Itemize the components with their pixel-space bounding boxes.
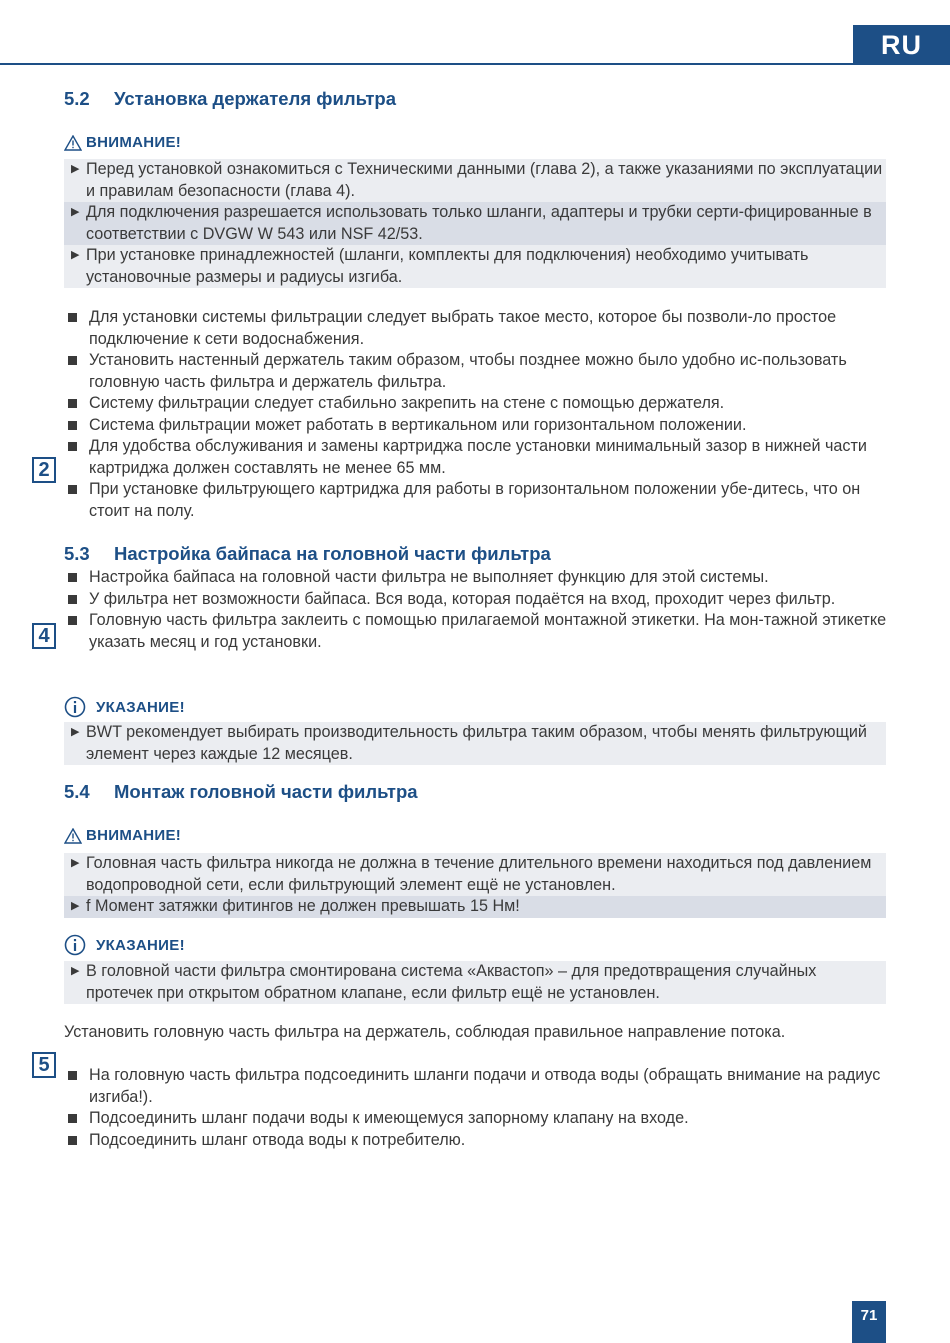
list-item <box>64 415 890 437</box>
list-item-text: При установке фильтрующего картриджа для работы в горизонтальном положении убе-дитесь, что он стоит на полу. <box>89 480 861 520</box>
bullet-square-icon <box>68 313 77 322</box>
figure-reference-2: 2 <box>32 457 56 483</box>
bullet-square-icon <box>68 399 77 408</box>
warning-item <box>64 245 886 288</box>
list-item-text: Настройка байпаса на головной части фильтра не выполняет функцию для этой системы. <box>89 568 769 586</box>
warning-text: f Момент затяжки фитингов не должен превышать 15 Нм! <box>86 897 520 915</box>
bullet-square-icon <box>68 442 77 451</box>
section-5-3-bullets <box>64 567 890 653</box>
bullet-square-icon <box>68 1071 77 1080</box>
arrow-icon: ▶ <box>71 857 80 869</box>
bullet-square-icon <box>68 485 77 494</box>
list-item-text: Установить настенный держатель таким образом, чтобы позднее можно было удобно ис-пользовать головную часть фильтра и держатель фильтра. <box>89 351 847 391</box>
figure-reference-4: 4 <box>32 623 56 649</box>
list-item-text: Подсоединить шланг подачи воды к имеющемуся запорному клапану на входе. <box>89 1109 689 1127</box>
section-number: 5.2 <box>64 88 90 109</box>
warning-triangle-icon <box>64 135 82 151</box>
arrow-icon: ▶ <box>71 900 80 912</box>
section-5-4-bullets <box>64 1065 890 1151</box>
arrow-icon: ▶ <box>71 249 80 261</box>
warning-label <box>64 134 181 151</box>
list-item <box>64 436 890 479</box>
list-item <box>64 589 890 611</box>
note-label <box>64 696 185 718</box>
warning-label-text: ВНИМАНИЕ! <box>86 827 182 844</box>
warning-item <box>64 202 886 245</box>
list-item <box>64 1108 890 1130</box>
list-item-text: У фильтра нет возможности байпаса. Вся вода, которая подаётся на вход, проходит через фильтр. <box>89 589 836 608</box>
arrow-icon: ▶ <box>71 726 80 738</box>
page-number: 71 <box>852 1301 886 1343</box>
note-label-text: УКАЗАНИЕ! <box>96 698 185 716</box>
note-text: В головной части фильтра смонтирована система «Аквастоп» – для предотвращения случайных протечек при открытом обратном клапане, если фильтр ещё не установлен. <box>86 962 817 1002</box>
note-text: BWT рекомендует выбирать производительность фильтра таким образом, чтобы менять фильтрующий элемент через каждые 12 месяцев. <box>86 723 867 763</box>
bullet-square-icon <box>68 421 77 430</box>
list-item-text: Для установки системы фильтрации следует выбрать такое место, которое бы позволи-ло простое подключение к сети водоснабжения. <box>89 308 837 348</box>
arrow-icon: ▶ <box>71 206 80 218</box>
list-item <box>64 479 890 522</box>
section-5-3-heading <box>64 543 551 565</box>
list-item-text: Система фильтрации может работать в вертикальном или горизонтальном положении. <box>89 415 747 434</box>
bullet-square-icon <box>68 356 77 365</box>
warning-text: Головная часть фильтра никогда не должна в течение длительного времени находиться под давлением водопроводной сети, если фильтрующий элемент ещё не установлен. <box>86 854 872 894</box>
section-5-2-heading <box>64 88 396 110</box>
warning-box <box>64 159 886 288</box>
list-item <box>64 393 890 415</box>
bullet-square-icon <box>68 1114 77 1123</box>
note-label <box>64 934 185 956</box>
section-number: 5.4 <box>64 781 90 802</box>
arrow-icon: ▶ <box>71 163 80 175</box>
section-title: Монтаж головной части фильтра <box>114 781 418 802</box>
list-item-text: Головную часть фильтра заклеить с помощью прилагаемой монтажной этикетки. На мон-тажной этикетке указать месяц и год установки. <box>89 611 887 651</box>
bullet-square-icon <box>68 595 77 604</box>
list-item <box>64 1065 890 1108</box>
instruction-paragraph: Установить головную часть фильтра на держатель, соблюдая правильное направление потока. <box>64 1023 786 1041</box>
list-item <box>64 350 890 393</box>
bullet-square-icon <box>68 616 77 625</box>
section-5-2-bullets <box>64 307 890 522</box>
list-item-text: Для удобства обслуживания и замены картриджа после установки минимальный зазор в нижней части картриджа должен составлять не менее 65 мм. <box>89 437 867 477</box>
list-item <box>64 307 890 350</box>
note-box <box>64 722 886 765</box>
note-label-text: УКАЗАНИЕ! <box>96 936 185 954</box>
section-5-4-heading <box>64 781 418 803</box>
warning-box <box>64 853 886 918</box>
figure-reference-5: 5 <box>32 1052 56 1078</box>
warning-item <box>64 159 886 202</box>
note-item <box>64 961 886 1004</box>
section-title: Настройка байпаса на головной части фильтра <box>114 543 551 564</box>
info-icon <box>64 696 86 718</box>
list-item <box>64 567 890 589</box>
note-box <box>64 961 886 1004</box>
bullet-square-icon <box>68 573 77 582</box>
list-item <box>64 610 890 653</box>
warning-label-text: ВНИМАНИЕ! <box>86 134 182 151</box>
section-number: 5.3 <box>64 543 90 564</box>
warning-item <box>64 896 886 918</box>
header-rule <box>0 63 950 65</box>
warning-text: Для подключения разрешается использовать только шланги, адаптеры и трубки серти-фицированные в соответствии с DVGW W 543 или NSF 42/53. <box>86 203 872 243</box>
list-item-text: Подсоединить шланг отвода воды к потребителю. <box>89 1130 466 1149</box>
warning-text: Перед установкой ознакомиться с Техническими данными (глава 2), а также указаниями по эксплуатации и правилам безопасности (глава 4). <box>86 160 883 200</box>
bullet-square-icon <box>68 1136 77 1145</box>
section-title: Установка держателя фильтра <box>114 88 396 109</box>
list-item-text: Систему фильтрации следует стабильно закрепить на стене с помощью держателя. <box>89 394 725 412</box>
warning-triangle-icon <box>64 828 82 844</box>
list-item-text: На головную часть фильтра подсоединить шланги подачи и отвода воды (обращать внимание на радиус изгиба!). <box>89 1066 881 1106</box>
warning-label <box>64 827 181 844</box>
list-item <box>64 1130 890 1152</box>
info-icon <box>64 934 86 956</box>
note-item <box>64 722 886 765</box>
language-tab: RU <box>853 25 950 65</box>
warning-item <box>64 853 886 896</box>
arrow-icon: ▶ <box>71 965 80 977</box>
warning-text: При установке принадлежностей (шланги, комплекты для подключения) необходимо учитывать установочные размеры и радиусы изгиба. <box>86 246 809 286</box>
